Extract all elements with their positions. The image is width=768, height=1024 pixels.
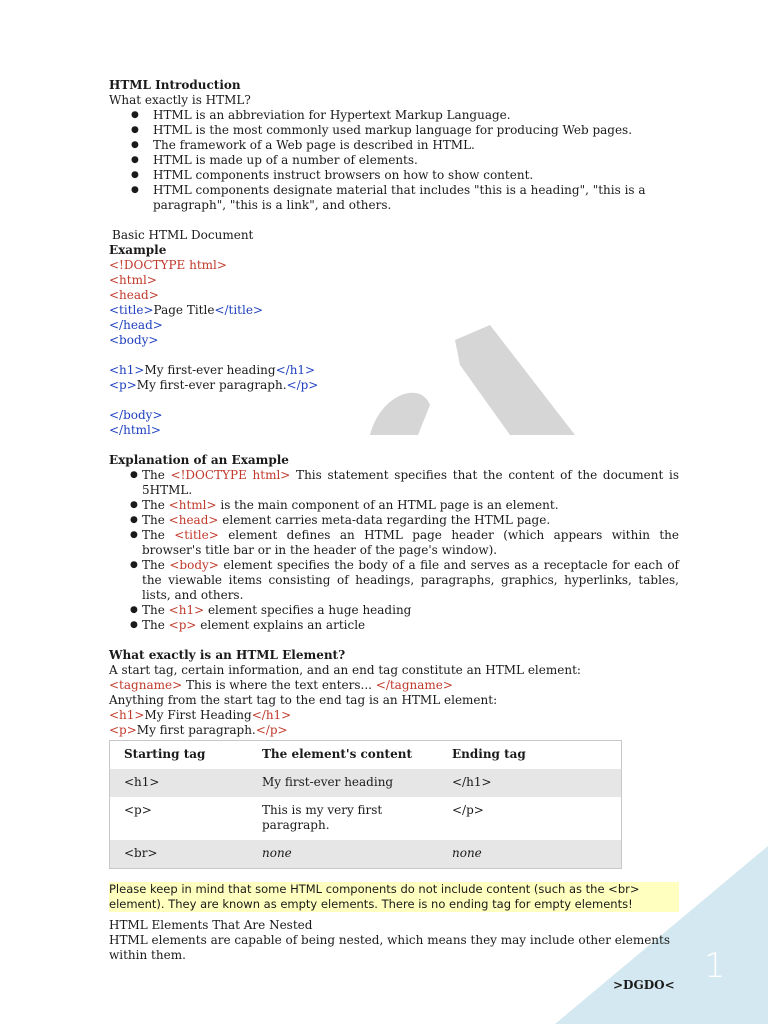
item-text: The [142,498,169,512]
code-tag: <p> [109,378,137,392]
section-title-explanation: Explanation of an Example [109,453,289,467]
code-line [109,303,679,318]
list-item: ● The framework of a Web page is described in HTML. [153,138,679,153]
table-header: Starting tag [124,747,206,761]
code-text: My First Heading [144,708,252,722]
table-cell: My first-ever heading [248,769,438,797]
code-tag: <!DOCTYPE html> [170,468,291,482]
code-line [109,378,679,393]
section-title-element: What exactly is an HTML Element? [109,648,346,662]
list-item: ● HTML components instruct browsers on how to show content. [153,168,679,183]
code-text: Page Title [153,303,215,317]
table-cell: <p> [124,803,152,817]
code-tag: </p> [286,378,319,392]
code-tag: </html> [109,423,161,437]
code-tag: </h1> [275,363,316,377]
list-item: ● HTML is the most commonly used markup language for producing Web pages. [153,123,679,138]
code-tag: <body> [109,333,159,347]
code-line [109,678,679,693]
item-text: This statement specifies that the content of the document is 5HTML. [142,468,679,497]
footer-label: >DGDO< [613,978,675,992]
code-block [109,258,679,438]
element-table [109,740,622,869]
code-tag: </p> [255,723,288,737]
empty-element-note: Please keep in mind that some HTML components do not include content (such as the <br> element). They are known as empty elements. There is no ending tag for empty elements! [109,882,679,912]
element-line1: A start tag, certain information, and an end tag constitute an HTML element: [109,663,581,677]
item-text: The [142,468,171,482]
table-header: The element's content [262,747,412,761]
code-line [109,273,679,288]
item-text: element defines an HTML page header (which appears within the browser's title bar or in the header of the page's window). [142,528,679,557]
item-text: The [142,618,169,632]
code-line [109,258,679,273]
code-tag: <h1> [109,363,145,377]
table-cell: This is my very first paragraph. [262,803,383,832]
code-text: My first paragraph. [136,723,256,737]
explanation-list [109,468,679,633]
code-tag: <head> [109,288,159,302]
code-line [109,423,679,438]
code-line [109,723,679,738]
intro-question: What exactly is HTML? [109,93,251,107]
table-row [110,769,622,797]
nested-text: HTML elements are capable of being nested, which means they may include other elements within them. [109,933,671,962]
list-item [142,468,679,498]
section-title-intro: HTML Introduction [109,78,241,92]
code-tag: </h1> [251,708,292,722]
basic-heading: Basic HTML Document [112,228,254,242]
item-text: element specifies a huge heading [204,603,412,617]
code-tag: </head> [109,318,163,332]
code-tag: <title> [109,303,154,317]
table-row [110,840,622,869]
element-line2: Anything from the start tag to the end tag is an HTML element: [109,693,498,707]
list-item [142,498,679,513]
table-cell: <h1> [110,769,249,797]
list-item [142,513,679,528]
code-line [109,363,679,378]
list-item: ● HTML is an abbreviation for Hypertext Markup Language. [153,108,679,123]
code-tag: <body> [169,558,219,572]
item-text: is the main component of an HTML page is an element. [216,498,559,512]
code-tag: </tagname> [375,678,453,692]
list-item [142,528,679,558]
code-tag: <p> [168,618,197,632]
list-item: ● HTML is made up of a number of elements. [153,153,679,168]
list-item [142,558,679,603]
code-line [109,318,679,333]
table-cell: </p> [452,803,484,817]
list-item [142,618,679,633]
code-tag: <head> [168,513,219,527]
item-text: element carries meta-data regarding the HTML page. [218,513,551,527]
code-tag: </body> [109,408,163,422]
item-text: element explains an article [196,618,366,632]
item-text: element specifies the body of a file and serves as a receptacle for each of the viewable items consisting of headings, paragraphs, graphics, hyperlinks, tables, lists, and others. [142,558,680,602]
code-line [109,288,679,303]
code-tag: <html> [109,273,157,287]
list-item: ● HTML components designate material that includes "this is a heading", "this is a paragraph", "this is a link", and others. [153,183,679,213]
table-header-row [110,741,622,770]
item-text: The [142,558,170,572]
code-tag: <h1> [109,708,145,722]
nested-title: HTML Elements That Are Nested [109,918,313,932]
list-item [142,603,679,618]
code-text: My first-ever heading [144,363,276,377]
code-tag: <html> [168,498,217,512]
code-line [109,408,679,423]
code-tag: </title> [214,303,263,317]
page-number: 1 [704,946,726,986]
table-cell: <br> [110,840,249,869]
code-line [109,333,679,348]
example-label: Example [109,243,167,257]
table-cell: </h1> [438,769,622,797]
code-tag: <tagname> [109,678,183,692]
item-text: The [142,528,175,542]
item-text: The [142,603,169,617]
code-text: This is where the text enters... [182,678,376,692]
code-tag: <title> [174,528,219,542]
table-header: Ending tag [452,747,526,761]
code-text: My first-ever paragraph. [136,378,287,392]
code-tag: <p> [109,723,137,737]
document-body [109,78,679,963]
code-tag: <!DOCTYPE html> [109,258,227,272]
code-line [109,708,679,723]
code-tag: <h1> [168,603,205,617]
item-text: The [142,513,169,527]
table-row [110,797,622,840]
intro-bullet-list [109,108,679,213]
table-cell: none [438,840,622,869]
table-cell: none [248,840,438,869]
